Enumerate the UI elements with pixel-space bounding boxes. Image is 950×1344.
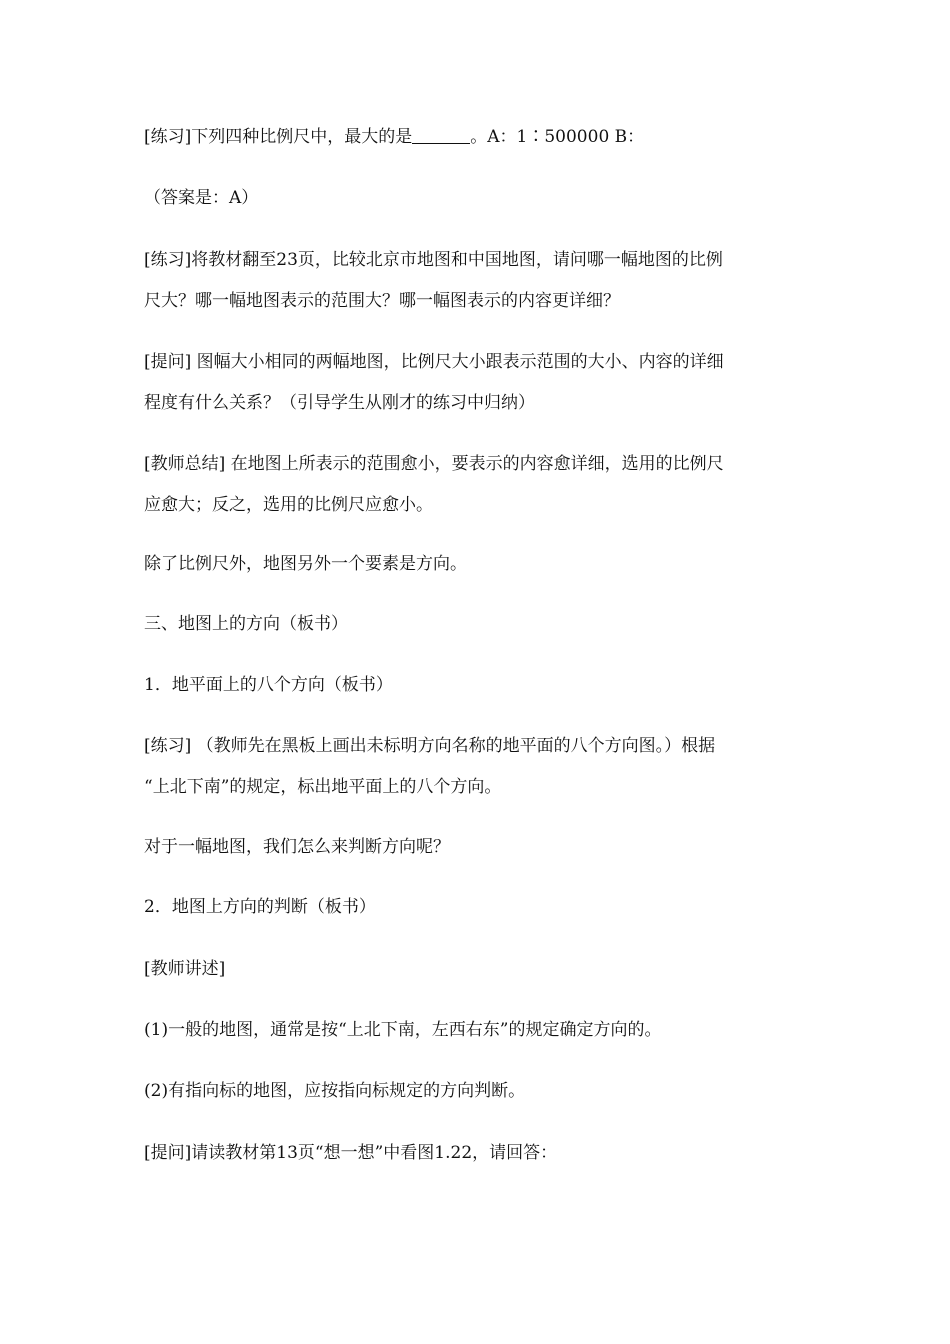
paragraph-line: [提问] 图幅大小相同的两幅地图，比例尺大小跟表示范围的大小、内容的详细 — [144, 352, 724, 372]
paragraph-line: [练习]将教材翻至23页，比较北京市地图和中国地图，请问哪一幅地图的比例 — [144, 250, 723, 270]
section-heading: 三、地图上的方向（板书） — [144, 614, 348, 634]
practice-question-options: 。A：1∶500000 B： — [470, 127, 645, 147]
practice-question-line — [144, 125, 824, 149]
paragraph-line: [教师讲述] — [144, 959, 226, 979]
paragraph-line: 程度有什么关系？（引导学生从刚才的练习中归纳） — [144, 393, 535, 413]
paragraph-line: 除了比例尺外，地图另外一个要素是方向。 — [144, 554, 467, 574]
answer-line: （答案是：A） — [144, 188, 259, 208]
paragraph-line: 对于一幅地图，我们怎么来判断方向呢？ — [144, 837, 450, 857]
paragraph-line: (1)一般的地图，通常是按“上北下南，左西右东”的规定确定方向的。 — [144, 1020, 662, 1040]
paragraph-line: “上北下南”的规定，标出地平面上的八个方向。 — [144, 777, 502, 797]
subsection-heading: 2．地图上方向的判断（板书） — [144, 897, 376, 917]
paragraph-line: [提问]请读教材第13页“想一想”中看图1.22，请回答： — [144, 1143, 558, 1163]
paragraph-line: [练习] （教师先在黑板上画出未标明方向名称的地平面的八个方向图。）根据 — [144, 736, 716, 756]
practice-question-text: [练习]下列四种比例尺中，最大的是 — [144, 127, 413, 147]
paragraph-line: (2)有指向标的地图，应按指向标规定的方向判断。 — [144, 1081, 526, 1101]
paragraph-line: 应愈大；反之，选用的比例尺应愈小。 — [144, 495, 433, 515]
subsection-heading: 1．地平面上的八个方向（板书） — [144, 675, 393, 695]
paragraph-line: [教师总结] 在地图上所表示的范围愈小，要表示的内容愈详细，选用的比例尺 — [144, 454, 724, 474]
paragraph-line: 尺大？哪一幅地图表示的范围大？哪一幅图表示的内容更详细？ — [144, 291, 620, 311]
answer-blank — [412, 125, 470, 144]
